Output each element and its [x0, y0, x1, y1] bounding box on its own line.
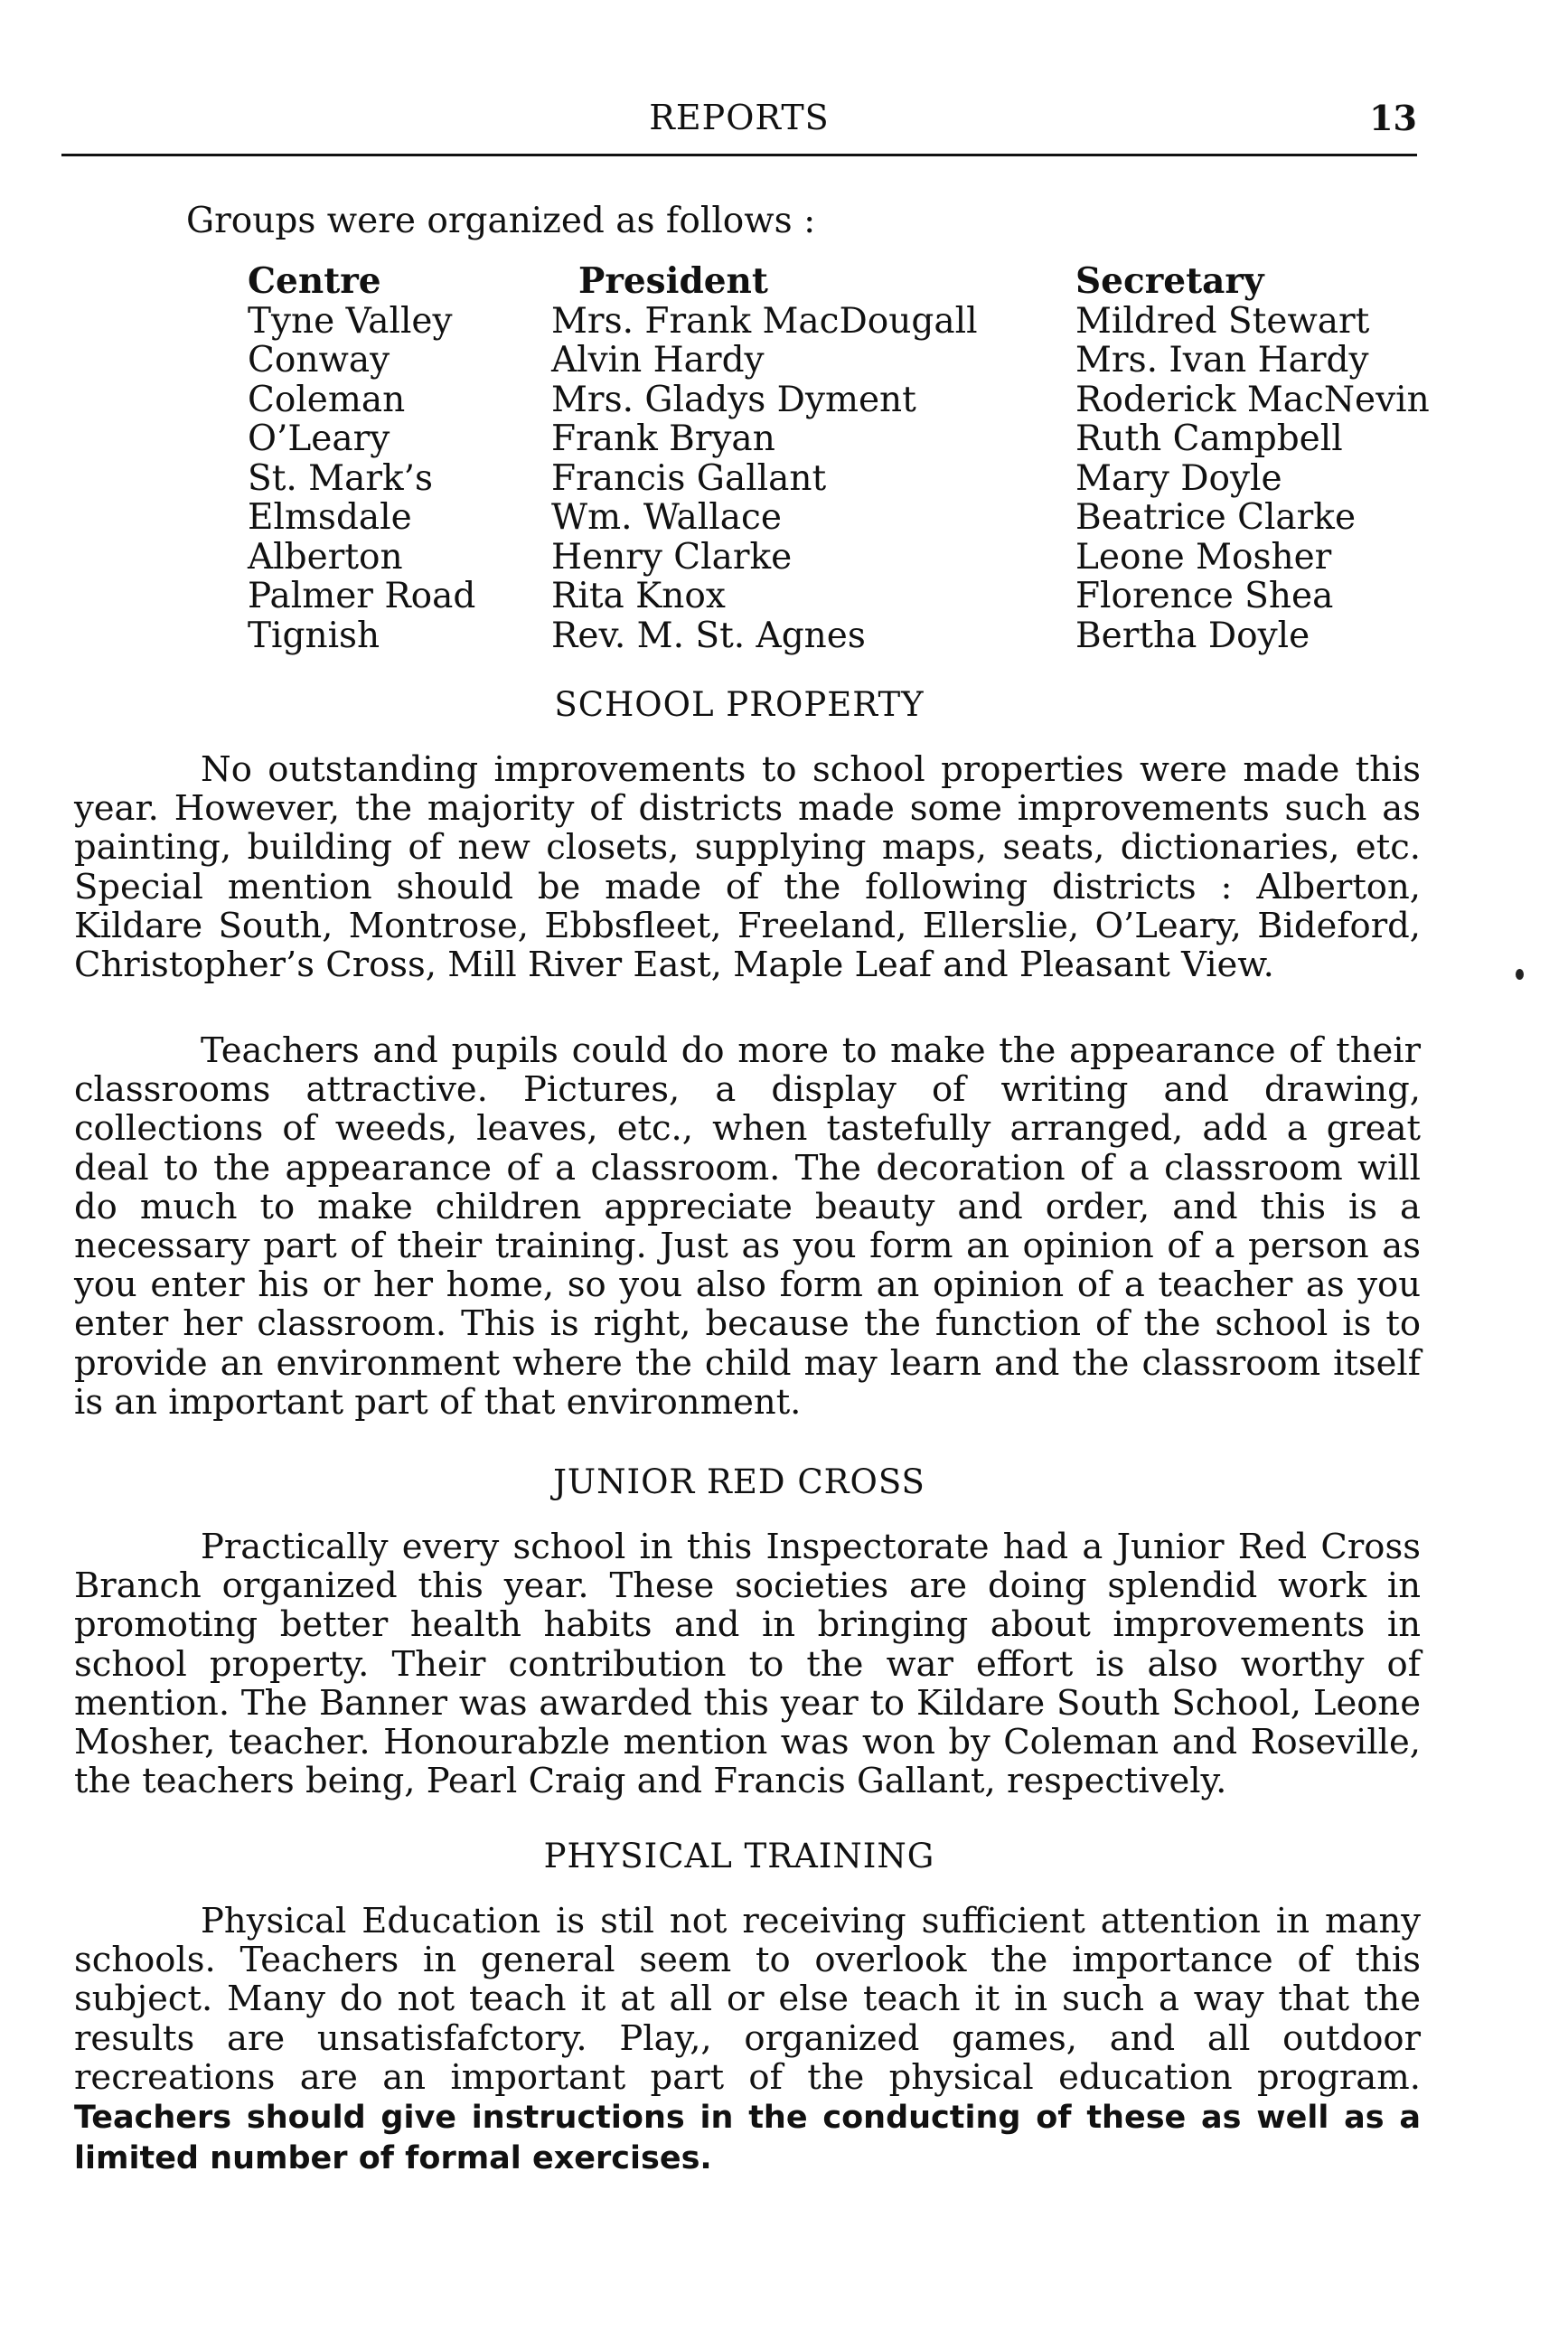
school-property-paragraph-2: Teachers and pupils could do more to make the appearance of their classrooms attractive. Pictures, a display of writing and drawing, collections of weeds, leaves, etc., when tastefully arranged, add a great deal to the appearance of a classroom. The decoration of a classroom will do much to make children appreciate beauty and order, and this is a necessary part of their training. Just as you form an opinion of a person as you enter his or her home, so you also form an opinion of a teacher as you enter her classroom. This is right, because the function of the school is to provide an environment where the child may learn and the classroom itself is an important part of that environment.: [74, 1030, 1421, 1423]
running-header: [61, 98, 1417, 143]
president-cell: Rev. M. St. Agnes: [551, 615, 866, 656]
centre-cell: Elmsdale: [248, 497, 412, 538]
header-rule: [61, 154, 1417, 156]
school-property-paragraph-1: No outstanding improvements to school properties were made this year. However, the majority of districts made some improvements such as painting, building of new closets, supplying maps, seats, dictionaries, etc. Special mention should be made of the following districts : Alberton, Kildare South, Montrose, Ebbsfleet, Freeland, Ellerslie, O’Leary, Bideford, Christopher’s Cross, Mill River East, Maple Leaf and Pleasant View.: [74, 749, 1421, 986]
officers-table-header-row: [230, 262, 1430, 302]
secretary-cell: Florence Shea: [1075, 576, 1334, 616]
physical-training-text: Physical Education is stil not receiving sufficient attention in many schools. Teachers in general seem to overlook the importance of this subject. Many do not teach it at all or else teach it in such a way that the results are unsatisfafctory. Play,, organized games, and all outdoor recreations are an important part of the physical education program.: [74, 1901, 1421, 2098]
president-cell: Henry Clarke: [551, 536, 793, 578]
table-row: [230, 341, 1430, 381]
secretary-cell: Mrs. Ivan Hardy: [1075, 340, 1369, 381]
physical-training-paragraph: [74, 1902, 1421, 2178]
centre-cell: Palmer Road: [248, 576, 476, 616]
secretary-cell: Leone Mosher: [1075, 536, 1332, 578]
centre-cell: Conway: [248, 340, 390, 381]
president-cell: Alvin Hardy: [551, 340, 765, 381]
physical-training-heading: PHYSICAL TRAINING: [543, 1837, 935, 1875]
president-cell: Mrs. Gladys Dyment: [551, 379, 916, 420]
physical-training-bold-text: Teachers should give instructions in the conducting of these as well as a limited number of formal exercises.: [74, 2100, 1421, 2177]
table-row: [230, 577, 1430, 616]
centre-cell: Coleman: [248, 379, 406, 420]
column-header-president: President: [578, 260, 768, 302]
running-title: REPORTS: [649, 98, 830, 137]
centre-cell: St. Mark’s: [248, 457, 434, 499]
president-cell: Rita Knox: [551, 576, 726, 616]
school-property-heading: SCHOOL PROPERTY: [554, 685, 925, 724]
centre-cell: Tyne Valley: [248, 300, 453, 342]
officers-table: [230, 262, 1430, 655]
president-cell: Francis Gallant: [551, 457, 827, 499]
margin-mark: [1516, 969, 1524, 980]
president-cell: Wm. Wallace: [551, 497, 782, 538]
table-row: [230, 616, 1430, 656]
centre-cell: O’Leary: [248, 418, 390, 459]
secretary-cell: Roderick MacNevin: [1075, 379, 1430, 420]
president-cell: Frank Bryan: [551, 418, 775, 459]
secretary-cell: Mildred Stewart: [1075, 300, 1370, 342]
president-cell: Mrs. Frank MacDougall: [551, 300, 978, 342]
table-row: [230, 538, 1430, 578]
table-row: [230, 419, 1430, 459]
secretary-cell: Beatrice Clarke: [1075, 497, 1357, 538]
secretary-cell: Ruth Campbell: [1075, 418, 1343, 459]
junior-red-cross-heading: JUNIOR RED CROSS: [553, 1462, 925, 1501]
table-row: [230, 302, 1430, 342]
groups-intro: Groups were organized as follows :: [186, 201, 816, 241]
page-number: 13: [1369, 98, 1417, 138]
secretary-cell: Mary Doyle: [1075, 457, 1282, 499]
table-row: [230, 459, 1430, 499]
column-header-secretary: Secretary: [1075, 260, 1264, 302]
column-header-centre: Centre: [248, 260, 381, 302]
table-row: [230, 498, 1430, 538]
table-row: [230, 381, 1430, 420]
centre-cell: Tignish: [248, 615, 380, 656]
centre-cell: Alberton: [248, 536, 403, 578]
junior-red-cross-paragraph: Practically every school in this Inspectorate had a Junior Red Cross Branch organized this year. These societies are doing splendid work in promoting better health habits and in bringing about improvements in school property. Their contribution to the war effort is also worthy of mention. The Banner was awarded this year to Kildare South School, Leone Mosher, teacher. Honourabzle mention was won by Coleman and Roseville, the teachers being, Pearl Craig and Francis Gallant, respectively.: [74, 1527, 1421, 1802]
secretary-cell: Bertha Doyle: [1075, 615, 1310, 656]
